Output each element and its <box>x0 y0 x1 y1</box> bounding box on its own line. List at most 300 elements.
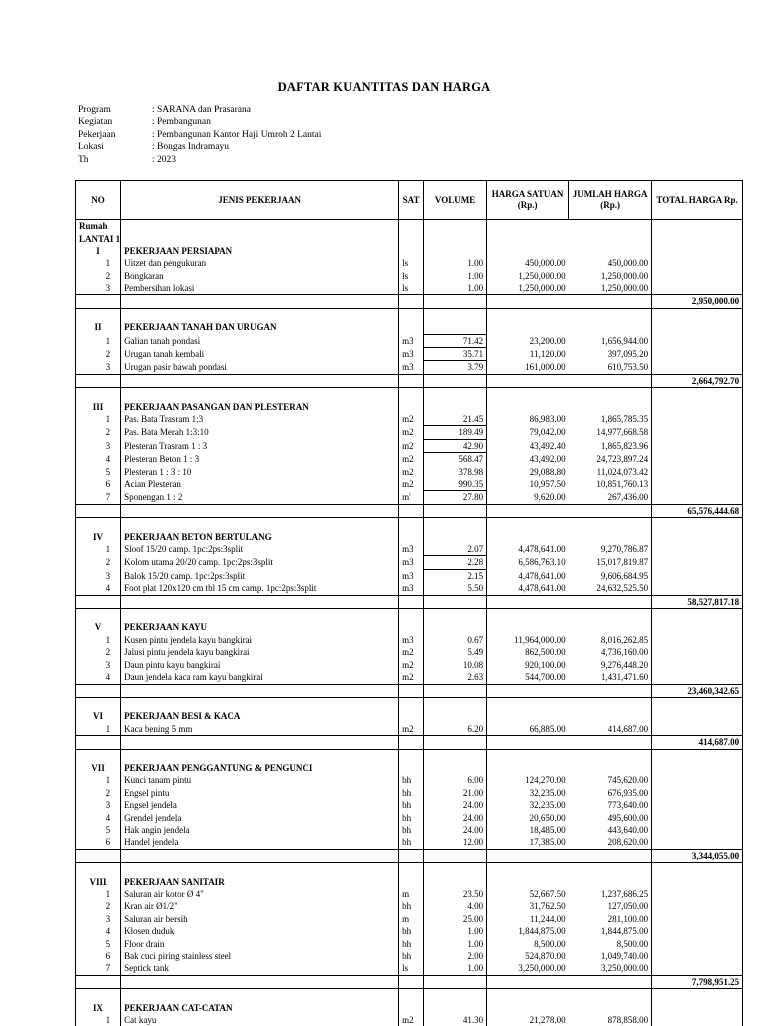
section-header-row <box>76 710 743 722</box>
info-value: : SARANA dan Prasarana <box>152 105 251 115</box>
section-subtotal-row <box>76 504 743 517</box>
item-name: Daun jendela kaca ram kayu bangkirai <box>121 671 399 684</box>
spacer-row <box>76 863 743 876</box>
item-volume: 24.00 <box>424 799 487 811</box>
item-amount: 9,276,448.20 <box>569 659 652 671</box>
table-row <box>76 426 743 439</box>
item-name: Balok 15/20 camp. 1pc:2ps:3split <box>121 569 399 582</box>
table-row <box>76 913 743 925</box>
item-name: Urugan pasir bawah pondasi <box>121 361 399 374</box>
item-name: Sloof 15/20 camp. 1pc:2ps:3split <box>121 543 399 556</box>
section-number: IV <box>76 531 121 543</box>
table-row <box>76 453 743 466</box>
section-header-row <box>76 531 743 543</box>
item-volume: 6.00 <box>424 774 487 786</box>
section-header-row <box>76 1002 743 1014</box>
item-volume: 2.28 <box>424 556 487 569</box>
info-value: : Bongas Indramayu <box>152 142 230 153</box>
table-row <box>76 556 743 569</box>
info-row <box>78 116 321 128</box>
item-unit-price: 17,385.00 <box>529 837 566 848</box>
item-name: Engsel pintu <box>121 787 399 799</box>
item-name: Plesteran Trasram 1 : 3 <box>121 439 399 452</box>
item-amount: 443,640.00 <box>569 824 652 836</box>
item-amount: 1,865,823.96 <box>569 439 652 452</box>
section-header-row <box>76 621 743 633</box>
item-name: Pembersihan lokasi <box>121 282 399 295</box>
item-amount: 1,237,686.25 <box>569 888 652 900</box>
table-row <box>76 413 743 426</box>
item-volume: 4.00 <box>424 900 487 912</box>
section-subtotal-row <box>76 595 743 608</box>
item-amount: 4,736,160.00 <box>569 646 652 658</box>
table-row <box>76 659 743 671</box>
item-amount: 414,687.00 <box>569 723 652 736</box>
section-number: VII <box>76 762 121 774</box>
table-row <box>76 888 743 900</box>
item-name: Septick tank <box>121 962 399 975</box>
section-subtotal-row <box>76 295 743 308</box>
item-name: Grendel jendela <box>121 812 399 824</box>
item-unit: bh <box>399 799 424 811</box>
item-unit-price: 9,620.00 <box>534 492 566 503</box>
table-row <box>76 582 743 595</box>
item-volume: 27.80 <box>424 491 487 504</box>
table-header-row <box>76 181 743 220</box>
item-amount: 8,016,262.85 <box>569 634 652 646</box>
item-number: 1 <box>76 334 121 347</box>
item-volume: 1.00 <box>424 962 487 975</box>
item-name: Engsel jendela <box>121 799 399 811</box>
item-number: 1 <box>76 1014 121 1026</box>
item-amount: 1,250,000.00 <box>569 270 652 282</box>
section-header-row <box>76 321 743 334</box>
item-unit: m3 <box>399 543 424 556</box>
item-volume: 1.00 <box>424 270 487 282</box>
section-total: 65,576,444.68 <box>652 504 743 517</box>
item-amount: 14,977,668.58 <box>569 426 652 439</box>
item-number: 4 <box>76 671 121 684</box>
item-unit-price: 124,270.00 <box>525 775 566 786</box>
item-amount: 208,620.00 <box>569 836 652 849</box>
info-row <box>78 154 321 166</box>
table-row <box>76 466 743 478</box>
item-volume: 35.71 <box>424 348 487 361</box>
item-unit-price: 23,200.00 <box>529 335 566 346</box>
header-sat: SAT <box>399 181 424 220</box>
item-unit-price: 66,885.00 <box>529 723 566 734</box>
info-value: : 2023 <box>152 154 177 165</box>
item-amount: 878,858.00 <box>569 1014 652 1026</box>
section-number: VIII <box>76 876 121 888</box>
item-unit: m3 <box>399 361 424 374</box>
section-number: VI <box>76 710 121 722</box>
item-volume: 2.07 <box>424 543 487 556</box>
item-volume: 1.00 <box>424 282 487 295</box>
table-row <box>76 646 743 658</box>
section-header-row <box>76 762 743 774</box>
item-name: Pas. Bata Trasram 1:3 <box>121 413 399 426</box>
item-unit: bh <box>399 900 424 912</box>
item-unit-price: 52,667.50 <box>529 888 566 899</box>
table-row <box>76 824 743 836</box>
item-number: 3 <box>76 439 121 452</box>
info-row <box>78 141 321 153</box>
item-number: 2 <box>76 348 121 361</box>
item-number: 2 <box>76 270 121 282</box>
item-unit: m3 <box>399 556 424 569</box>
item-unit-price: 1,844,875.00 <box>518 926 566 937</box>
item-unit-price: 31,762.50 <box>529 901 566 912</box>
item-amount: 281,100.00 <box>569 913 652 925</box>
section-subtotal-row <box>76 684 743 697</box>
table-row <box>76 950 743 962</box>
item-name: Daun pintu kayu bangkirai <box>121 659 399 671</box>
item-unit: bh <box>399 925 424 937</box>
item-name: Sponengan 1 : 2 <box>121 491 399 504</box>
item-volume: 23.50 <box>424 888 487 900</box>
item-unit-price: 1,250,000.00 <box>518 283 566 293</box>
item-unit: m2 <box>399 646 424 658</box>
item-unit: ls <box>399 257 424 269</box>
table-row <box>76 478 743 491</box>
section-title: PEKERJAAN PERSIAPAN <box>121 245 399 257</box>
table-row <box>76 1014 743 1026</box>
item-unit-price: 920,100.00 <box>525 659 566 670</box>
table-row <box>76 282 743 295</box>
item-amount: 15,017,819.87 <box>569 556 652 569</box>
item-unit: bh <box>399 824 424 836</box>
header-total-harga: TOTAL HARGA Rp. <box>652 181 743 220</box>
item-unit: bh <box>399 787 424 799</box>
table-row <box>76 439 743 452</box>
table-row <box>76 836 743 849</box>
table-row <box>76 900 743 912</box>
item-unit-price: 43,492.00 <box>529 453 566 464</box>
section-number: I <box>76 245 121 257</box>
item-volume: 12.00 <box>424 836 487 849</box>
table-row <box>76 671 743 684</box>
item-volume: 189.49 <box>424 426 487 439</box>
item-number: 6 <box>76 478 121 491</box>
item-volume: 6.20 <box>424 723 487 736</box>
item-amount: 1,656,944.00 <box>569 334 652 347</box>
section-title: PEKERJAAN CAT-CATAN <box>121 1002 399 1014</box>
table-row <box>76 925 743 937</box>
item-unit-price: 10,957.50 <box>529 479 566 490</box>
item-unit-price: 21,278.00 <box>529 1015 566 1026</box>
header-volume: VOLUME <box>424 181 487 220</box>
info-key: Th <box>78 154 89 165</box>
item-amount: 1,250,000.00 <box>569 282 652 295</box>
item-number: 3 <box>76 799 121 811</box>
item-volume: 24.00 <box>424 824 487 836</box>
item-volume: 1.00 <box>424 257 487 269</box>
info-key: Lokasi <box>78 142 104 153</box>
table-row <box>76 938 743 950</box>
item-name: Foot plat 120x120 cm tbl 15 cm camp. 1pc:2ps:3split <box>121 582 399 595</box>
floor-label: LANTAI 1 <box>76 232 121 244</box>
table-row <box>76 270 743 282</box>
item-number: 4 <box>76 453 121 466</box>
item-unit: bh <box>399 774 424 786</box>
project-info <box>78 104 321 166</box>
item-amount: 773,640.00 <box>569 799 652 811</box>
item-volume: 568.47 <box>424 453 487 466</box>
item-volume: 5.50 <box>424 582 487 595</box>
item-amount: 610,753.50 <box>569 361 652 374</box>
item-number: 6 <box>76 836 121 849</box>
item-amount: 9,270,786.87 <box>569 543 652 556</box>
item-number: 1 <box>76 413 121 426</box>
item-unit-price: 4,478,641.00 <box>518 570 566 581</box>
section-title: PEKERJAAN BESI & KACA <box>121 710 399 722</box>
item-unit: m' <box>399 491 424 504</box>
item-unit: ls <box>399 282 424 295</box>
item-amount: 3,250,000.00 <box>569 962 652 975</box>
item-name: Kunci tanam pintu <box>121 774 399 786</box>
floor-row <box>76 232 743 244</box>
table-row <box>76 774 743 786</box>
item-unit-price: 18,485.00 <box>529 824 566 835</box>
section-total: 7,798,951.25 <box>652 975 743 988</box>
item-unit-price: 11,244.00 <box>529 913 566 924</box>
item-number: 3 <box>76 282 121 295</box>
item-number: 5 <box>76 824 121 836</box>
item-unit: bh <box>399 938 424 950</box>
item-unit: m2 <box>399 723 424 736</box>
item-unit: m2 <box>399 439 424 452</box>
item-unit: m3 <box>399 334 424 347</box>
info-row <box>78 129 321 141</box>
item-unit-price: 450,000.00 <box>525 258 566 269</box>
item-name: Plesteran Beton 1 : 3 <box>121 453 399 466</box>
item-number: 7 <box>76 962 121 975</box>
section-total: 2,664,792.70 <box>652 374 743 387</box>
item-volume: 25.00 <box>424 913 487 925</box>
item-name: Plesteran 1 : 3 : 10 <box>121 466 399 478</box>
item-number: 3 <box>76 913 121 925</box>
item-number: 2 <box>76 556 121 569</box>
table-row <box>76 491 743 504</box>
item-unit: bh <box>399 812 424 824</box>
table-row <box>76 962 743 975</box>
item-volume: 24.00 <box>424 812 487 824</box>
item-amount: 1,865,785.35 <box>569 413 652 426</box>
spacer-row <box>76 989 743 1002</box>
item-number: 2 <box>76 426 121 439</box>
item-number: 1 <box>76 888 121 900</box>
item-unit: bh <box>399 836 424 849</box>
item-amount: 676,935.00 <box>569 787 652 799</box>
item-number: 4 <box>76 925 121 937</box>
item-amount: 11,024,073.42 <box>569 466 652 478</box>
item-number: 3 <box>76 659 121 671</box>
item-volume: 1.00 <box>424 938 487 950</box>
item-unit: m3 <box>399 569 424 582</box>
item-unit: bh <box>399 950 424 962</box>
spacer-row <box>76 518 743 531</box>
item-amount: 24,723,897.24 <box>569 453 652 466</box>
building-label: Rumah <box>76 220 121 233</box>
item-number: 1 <box>76 634 121 646</box>
table-row <box>76 634 743 646</box>
item-name: Kusen pintu jendela kayu bangkirai <box>121 634 399 646</box>
spacer-row <box>76 697 743 710</box>
table-row <box>76 799 743 811</box>
item-number: 6 <box>76 950 121 962</box>
item-name: Kaca bening 5 mm <box>121 723 399 736</box>
item-number: 4 <box>76 582 121 595</box>
item-number: 3 <box>76 361 121 374</box>
item-unit: ls <box>399 270 424 282</box>
item-name: Cat kayu <box>121 1014 399 1026</box>
item-unit-price: 29,088.80 <box>529 466 566 477</box>
item-volume: 3.79 <box>424 361 487 374</box>
item-number: 1 <box>76 723 121 736</box>
item-unit-price: 544,700.00 <box>525 672 566 683</box>
item-unit-price: 4,478,641.00 <box>518 583 566 594</box>
item-unit: m <box>399 888 424 900</box>
item-unit: m3 <box>399 348 424 361</box>
item-volume: 0.67 <box>424 634 487 646</box>
item-name: Urugan tanah kembali <box>121 348 399 361</box>
item-number: 2 <box>76 787 121 799</box>
section-total: 23,460,342.65 <box>652 684 743 697</box>
header-jumlah-harga: JUMLAH HARGA (Rp.) <box>569 181 652 220</box>
item-unit-price: 524,870.00 <box>525 951 566 961</box>
item-volume: 5.49 <box>424 646 487 658</box>
item-amount: 267,436.00 <box>569 491 652 504</box>
section-title: PEKERJAAN BETON BERTULANG <box>121 531 399 543</box>
item-name: Handel jendela <box>121 836 399 849</box>
item-name: Hak angin jendela <box>121 824 399 836</box>
item-unit: m2 <box>399 453 424 466</box>
item-unit: m <box>399 913 424 925</box>
item-volume: 2.15 <box>424 569 487 582</box>
header-harga-satuan: HARGA SATUAN (Rp.) <box>487 181 569 220</box>
item-volume: 990.35 <box>424 478 487 491</box>
item-unit: m3 <box>399 582 424 595</box>
item-amount: 127,050.00 <box>569 900 652 912</box>
item-unit-price: 11,964,000.00 <box>514 634 566 645</box>
section-header-row <box>76 876 743 888</box>
spacer-row <box>76 749 743 762</box>
table-row <box>76 723 743 736</box>
page-title: DAFTAR KUANTITAS DAN HARGA <box>277 80 491 94</box>
item-unit: m2 <box>399 426 424 439</box>
item-unit: m2 <box>399 466 424 478</box>
item-unit-price: 43,492.40 <box>529 440 566 451</box>
info-value: : Pembangunan <box>152 117 211 128</box>
info-key: Pekerjaan <box>78 129 116 140</box>
item-volume: 21.00 <box>424 787 487 799</box>
boq-table <box>75 180 743 1026</box>
item-volume: 10.08 <box>424 659 487 671</box>
info-key: Program <box>78 105 111 115</box>
header-jenis-pekerjaan: JENIS PEKERJAAN <box>121 181 399 220</box>
item-unit-price: 86,983.00 <box>529 414 566 425</box>
item-unit-price: 6,586,763.10 <box>518 557 566 568</box>
item-unit-price: 8,500.00 <box>534 938 566 949</box>
item-number: 3 <box>76 569 121 582</box>
item-amount: 8,500.00 <box>569 938 652 950</box>
item-number: 2 <box>76 900 121 912</box>
item-number: 1 <box>76 257 121 269</box>
table-row <box>76 569 743 582</box>
item-unit: m2 <box>399 1014 424 1026</box>
item-amount: 1,431,471.60 <box>569 671 652 684</box>
info-key: Kegiatan <box>78 117 113 128</box>
item-volume: 2.63 <box>424 671 487 684</box>
item-amount: 450,000.00 <box>569 257 652 269</box>
table-row <box>76 361 743 374</box>
section-header-row <box>76 245 743 257</box>
item-name: Kolom utama 20/20 camp. 1pc:2ps:3split <box>121 556 399 569</box>
item-unit-price: 20,650.00 <box>529 812 566 823</box>
spacer-row <box>76 308 743 321</box>
table-row <box>76 543 743 556</box>
section-header-row <box>76 401 743 413</box>
item-name: Saluran air bersih <box>121 913 399 925</box>
item-amount: 9,606,684.95 <box>569 569 652 582</box>
section-total: 3,344,055.00 <box>652 849 743 862</box>
item-name: Pas. Bata Merah 1:3:10 <box>121 426 399 439</box>
spacer-row <box>76 388 743 401</box>
section-subtotal-row <box>76 374 743 387</box>
item-volume: 21.45 <box>424 413 487 426</box>
item-name: Bongkaran <box>121 270 399 282</box>
item-unit: ls <box>399 962 424 975</box>
item-number: 5 <box>76 938 121 950</box>
item-name: Galian tanah pondasi <box>121 334 399 347</box>
item-number: 1 <box>76 774 121 786</box>
item-amount: 1,049,740.00 <box>569 950 652 962</box>
item-amount: 745,620.00 <box>569 774 652 786</box>
item-unit-price: 4,478,641.00 <box>518 544 566 555</box>
item-name: Floor drain <box>121 938 399 950</box>
item-name: Bak cuci piring stainless steel <box>121 950 399 962</box>
item-volume: 1.00 <box>424 925 487 937</box>
item-volume: 2.00 <box>424 950 487 962</box>
spacer-row <box>76 609 743 622</box>
item-amount: 397,095.20 <box>569 348 652 361</box>
section-number: II <box>76 321 121 334</box>
section-title: PEKERJAAN SANITAIR <box>121 876 399 888</box>
item-number: 4 <box>76 812 121 824</box>
item-amount: 1,844,875.00 <box>569 925 652 937</box>
section-total: 58,527,817.18 <box>652 595 743 608</box>
item-unit-price: 1,250,000.00 <box>518 270 566 281</box>
section-title: PEKERJAAN PASANGAN DAN PLESTERAN <box>121 401 399 413</box>
section-title: PEKERJAAN PENGGANTUNG & PENGUNCI <box>121 762 399 774</box>
building-row <box>76 220 743 233</box>
table-row <box>76 812 743 824</box>
item-name: Klosen duduk <box>121 925 399 937</box>
item-name: Saluran air kotor Ø 4" <box>121 888 399 900</box>
section-total: 414,687.00 <box>652 736 743 749</box>
item-number: 7 <box>76 491 121 504</box>
item-unit-price: 862,500.00 <box>525 647 566 658</box>
section-total: 2,950,000.00 <box>652 295 743 308</box>
item-unit-price: 32,235.00 <box>529 787 566 798</box>
item-unit-price: 32,235.00 <box>529 800 566 811</box>
item-number: 5 <box>76 466 121 478</box>
item-volume: 41.30 <box>424 1014 487 1026</box>
item-name: Uitzet dan pengukuran <box>121 257 399 269</box>
table-row <box>76 257 743 269</box>
header-no: NO <box>76 181 121 220</box>
